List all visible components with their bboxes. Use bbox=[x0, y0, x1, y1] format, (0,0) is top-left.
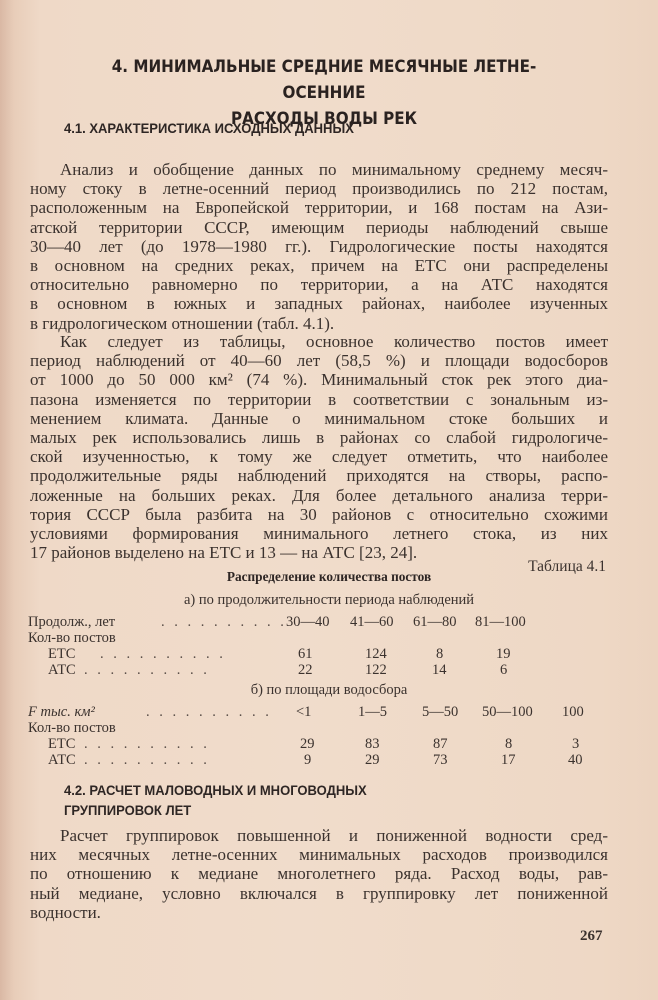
text-line: по отношению к медиане многолетнего ряда. Расход воды, рав- bbox=[30, 864, 608, 884]
group-label: Кол-во постов bbox=[28, 630, 116, 646]
leader-dots: . . . . . . . . . . bbox=[84, 752, 210, 768]
table-subtitle-a: а) по продолжительности периода наблюдений bbox=[183, 592, 475, 608]
text-line: ному стоку в летне-осенний период производились по 212 постам, bbox=[30, 179, 608, 199]
table-a-header-row bbox=[28, 614, 628, 631]
table-b-header-row bbox=[28, 704, 628, 721]
section-heading-line-1: 4.2. РАСЧЕТ МАЛОВОДНЫХ И МНОГОВОДНЫХ bbox=[64, 782, 367, 798]
text-line: них месячных летне-осенних минимальных расходов производился bbox=[30, 845, 608, 865]
section-heading-line-2: ГРУППИРОВОК ЛЕТ bbox=[64, 802, 192, 818]
cell: 29 bbox=[365, 752, 380, 768]
column-header: 61—80 bbox=[413, 614, 457, 630]
text-line: Как следует из таблицы, основное количество постов имеет bbox=[60, 332, 608, 351]
text-line: ложенные на больших реках. Для более детального анализа терри- bbox=[30, 485, 608, 505]
cell: 9 bbox=[304, 752, 312, 768]
leader-dots: . . . . . . . . . . bbox=[146, 704, 272, 720]
text-line: от 1000 до 50 000 км² (74 %). Минимальный сток рек этого диа- bbox=[30, 370, 608, 390]
paragraph-groupings bbox=[30, 826, 608, 922]
text-line: условиями формирования минимального летнего стока, из них bbox=[30, 524, 608, 544]
leader-dots: . . . . . . . . . . bbox=[100, 646, 226, 662]
text-line: Расчет группировок повышенной и пониженной водности сред- bbox=[60, 826, 608, 845]
text-line: в основном на средних реках, причем на ЕТС они распределены bbox=[30, 256, 608, 276]
cell: 73 bbox=[433, 752, 448, 768]
column-header: 5—50 bbox=[422, 704, 459, 720]
column-header: 1—5 bbox=[358, 704, 387, 720]
chapter-title-line-1: 4. МИНИМАЛЬНЫЕ СРЕДНИЕ МЕСЯЧНЫЕ ЛЕТНЕ-ОСЕННИЕ bbox=[111, 57, 537, 102]
text-line: водности. bbox=[30, 902, 101, 922]
row-label: ЕТС bbox=[48, 646, 76, 662]
paragraph-analysis bbox=[30, 160, 608, 333]
paragraph-table-discussion bbox=[30, 332, 608, 562]
cell: 17 bbox=[501, 752, 516, 768]
table-row bbox=[28, 736, 628, 753]
cell: 124 bbox=[365, 646, 387, 662]
column-header: 100 bbox=[562, 704, 584, 720]
header-label: F тыс. км² bbox=[28, 704, 95, 720]
cell: 40 bbox=[568, 752, 583, 768]
table-a-group-row bbox=[28, 630, 628, 647]
table-b-group-row bbox=[28, 720, 628, 737]
cell: 87 bbox=[433, 736, 448, 752]
text-line: ской изученностью, к тому же следует отметить, что наиболее bbox=[30, 447, 608, 467]
cell: 14 bbox=[432, 662, 447, 678]
text-line: пазона изменяется по территории в соответствии с зональным из- bbox=[30, 389, 608, 409]
table-row bbox=[28, 646, 628, 663]
cell: 61 bbox=[298, 646, 313, 662]
cell: 83 bbox=[365, 736, 380, 752]
text-line: продолжительные ряды наблюдений приходятся на створы, распо- bbox=[30, 466, 608, 486]
text-line: Анализ и обобщение данных по минимальному среднему месяч- bbox=[60, 160, 608, 179]
text-line: в основном в южных и западных районах, наиболее изученных bbox=[30, 294, 608, 314]
cell: 3 bbox=[572, 736, 580, 752]
text-line: тория СССР была разбита на 30 районов с относительно схожими bbox=[30, 504, 608, 524]
row-label: ЕТС bbox=[48, 736, 76, 752]
column-header: 30—40 bbox=[286, 614, 330, 630]
leader-dots: . . . . . . . . . . bbox=[161, 614, 287, 630]
table-title: Распределение количества постов bbox=[226, 570, 432, 585]
cell: 8 bbox=[436, 646, 444, 662]
header-label: Продолж., лет bbox=[28, 614, 116, 630]
cell: 122 bbox=[365, 662, 387, 678]
column-header: 41—60 bbox=[350, 614, 394, 630]
section-heading-4-1: 4.1. ХАРАКТЕРИСТИКА ИСХОДНЫХ ДАННЫХ bbox=[64, 120, 354, 136]
text-line: 30—40 лет (до 1978—1980 гг.). Гидрологические посты находятся bbox=[30, 236, 608, 256]
group-label: Кол-во постов bbox=[28, 720, 116, 736]
row-label: АТС bbox=[48, 752, 76, 768]
column-header: 81—100 bbox=[475, 614, 526, 630]
text-line: малых рек использовались лишь в районах со слабой гидрологиче- bbox=[30, 428, 608, 448]
text-line: период наблюдений от 40—60 лет (58,5 %) и площади водосборов bbox=[30, 351, 608, 371]
column-header: 50—100 bbox=[482, 704, 533, 720]
table-row bbox=[28, 662, 628, 679]
text-line: 17 районов выделено на ЕТС и 13 — на АТС [23, 24]. bbox=[30, 543, 418, 563]
chapter-title-line-2: РАСХОДЫ ВОДЫ РЕК bbox=[230, 109, 418, 128]
table-subtitle-b: б) по площади водосбора bbox=[250, 682, 408, 698]
leader-dots: . . . . . . . . . . bbox=[84, 736, 210, 752]
text-line: относительно равномерно по территории, а на АТС находятся bbox=[30, 275, 608, 295]
cell: 19 bbox=[496, 646, 511, 662]
table-label: Таблица 4.1 bbox=[528, 558, 606, 575]
column-header: <1 bbox=[296, 704, 312, 720]
text-line: менением климата. Данные о минимальном стоке больших и bbox=[30, 408, 608, 428]
cell: 22 bbox=[298, 662, 313, 678]
text-line: атской территории СССР, имеющим периоды наблюдений свыше bbox=[30, 217, 608, 237]
text-line: ный медиане, условно включался в группировку лет пониженной bbox=[30, 883, 608, 903]
page-number: 267 bbox=[580, 928, 603, 944]
text-line: в гидрологическом отношении (табл. 4.1). bbox=[30, 313, 335, 333]
row-label: АТС bbox=[48, 662, 76, 678]
table-row bbox=[28, 752, 628, 769]
cell: 29 bbox=[300, 736, 315, 752]
cell: 6 bbox=[500, 662, 508, 678]
text-line: расположенным на Европейской территории, и 168 постам на Ази- bbox=[30, 198, 608, 218]
section-heading-4-2 bbox=[64, 780, 367, 820]
cell: 8 bbox=[505, 736, 513, 752]
leader-dots: . . . . . . . . . . bbox=[84, 662, 210, 678]
